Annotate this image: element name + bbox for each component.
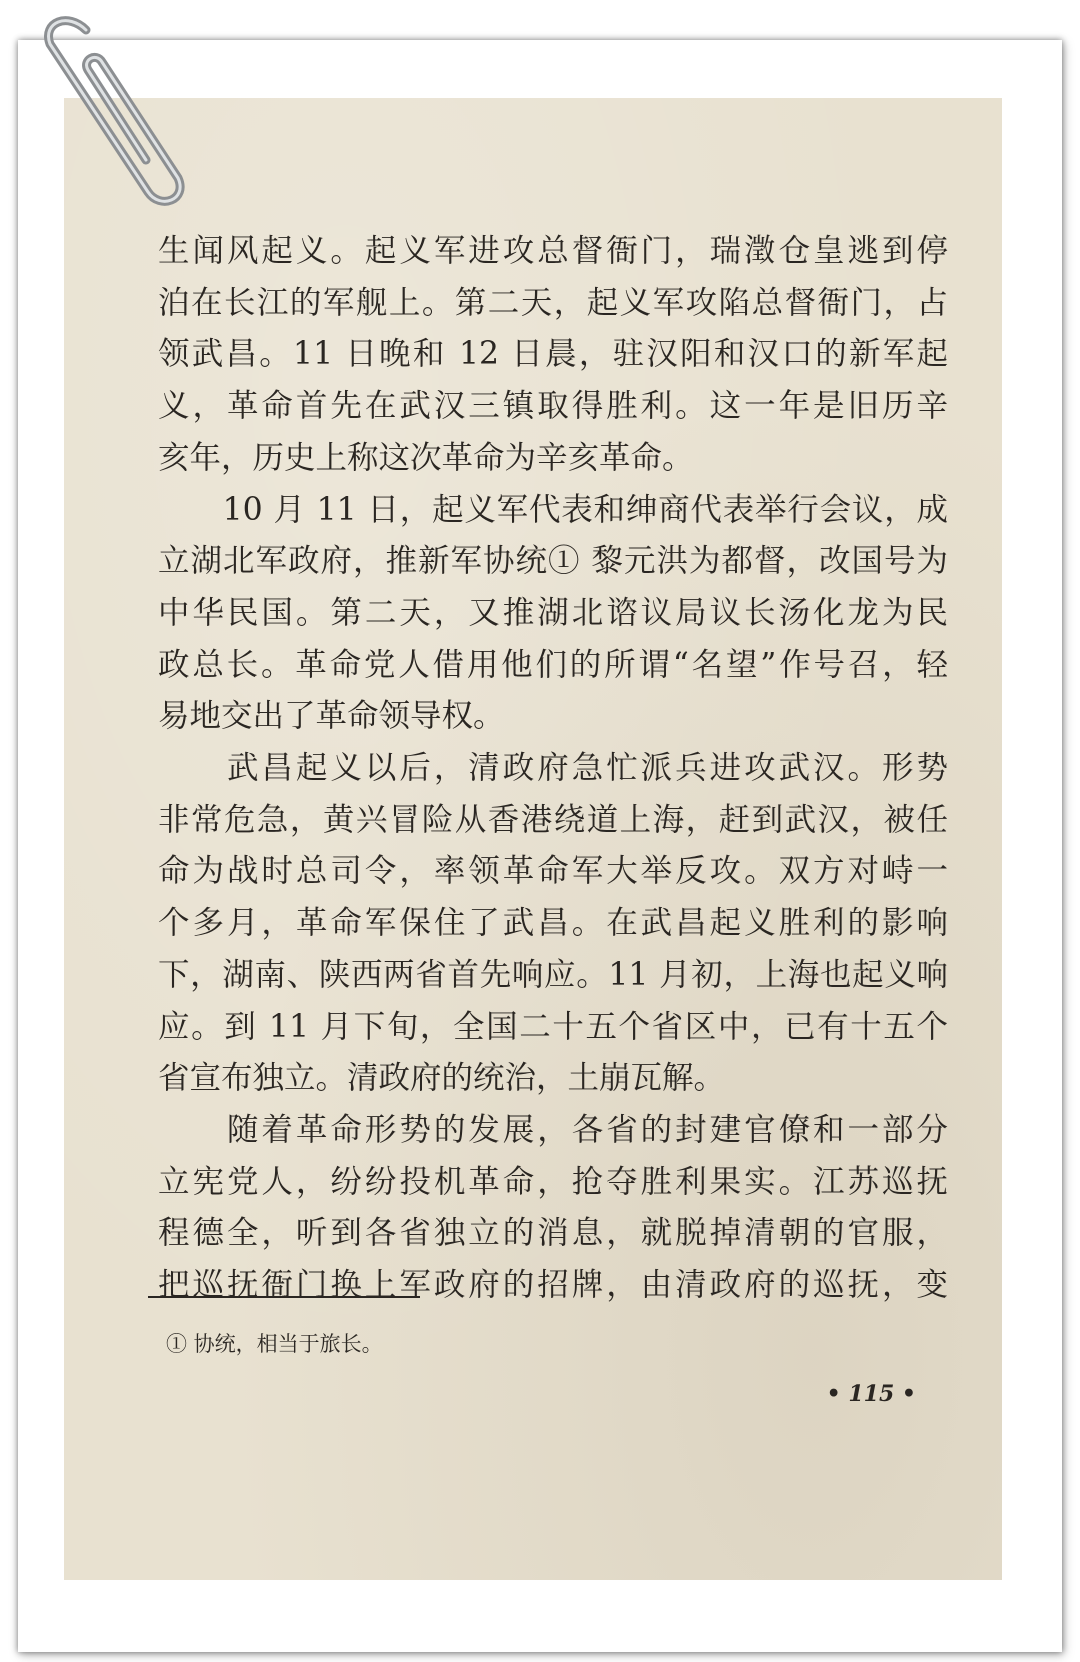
text-line: 立宪党人，纷纷投机革命，抢夺胜利果实。江苏巡抚 [158,1163,948,1200]
body-text [158,226,948,1312]
text-line: 10 月 11 日，起义军代表和绅商代表举行会议，成 [158,491,948,528]
text-line: 武昌起义以后，清政府急忙派兵进攻武汉。形势 [158,750,948,787]
text-line: 泊在长江的军舰上。第二天，起义军攻陷总督衙门，占 [158,284,948,321]
text-line: 程德全，听到各省独立的消息，就脱掉清朝的官服， [158,1215,948,1252]
footnote-divider [148,1296,420,1298]
text-line: 亥年，历史上称这次革命为辛亥革命。 [158,439,694,476]
page-number: • 115 • [826,1381,916,1407]
text-line: 把巡抚衙门换上军政府的招牌，由清政府的巡抚，变 [158,1267,948,1304]
text-line: 易地交出了革命领导权。 [158,698,505,735]
text-line: 个多月，革命军保住了武昌。在武昌起义胜利的影响 [158,905,948,942]
text-line: 义，革命首先在武汉三镇取得胜利。这一年是旧历辛 [158,388,948,425]
text-line: 非常危急，黄兴冒险从香港绕道上海，赶到武汉，被任 [158,801,948,838]
book-page [64,98,1002,1580]
paperclip-icon [28,4,188,214]
text-line: 随着革命形势的发展，各省的封建官僚和一部分 [158,1111,948,1148]
footnote: ① 协统，相当于旅长。 [166,1332,383,1356]
text-line: 应。到 11 月下旬，全国二十五个省区中，已有十五个 [158,1008,948,1045]
text-line: 政总长。革命党人借用他们的所谓“名望”作号召，轻 [158,646,948,683]
text-line: 下，湖南、陕西两省首先响应。11 月初，上海也起义响 [158,956,948,993]
text-line: 立湖北军政府，推新军协统① 黎元洪为都督，改国号为 [158,543,948,580]
text-line: 中华民国。第二天，又推湖北谘议局议长汤化龙为民 [158,594,948,631]
text-line: 领武昌。11 日晚和 12 日晨，驻汉阳和汉口的新军起 [158,336,948,373]
text-line: 生闻风起义。起义军进攻总督衙门，瑞澂仓皇逃到停 [158,233,948,269]
text-line: 省宣布独立。清政府的统治，土崩瓦解。 [158,1060,726,1097]
text-line: 命为战时总司令，率领革命军大举反攻。双方对峙一 [158,853,948,890]
